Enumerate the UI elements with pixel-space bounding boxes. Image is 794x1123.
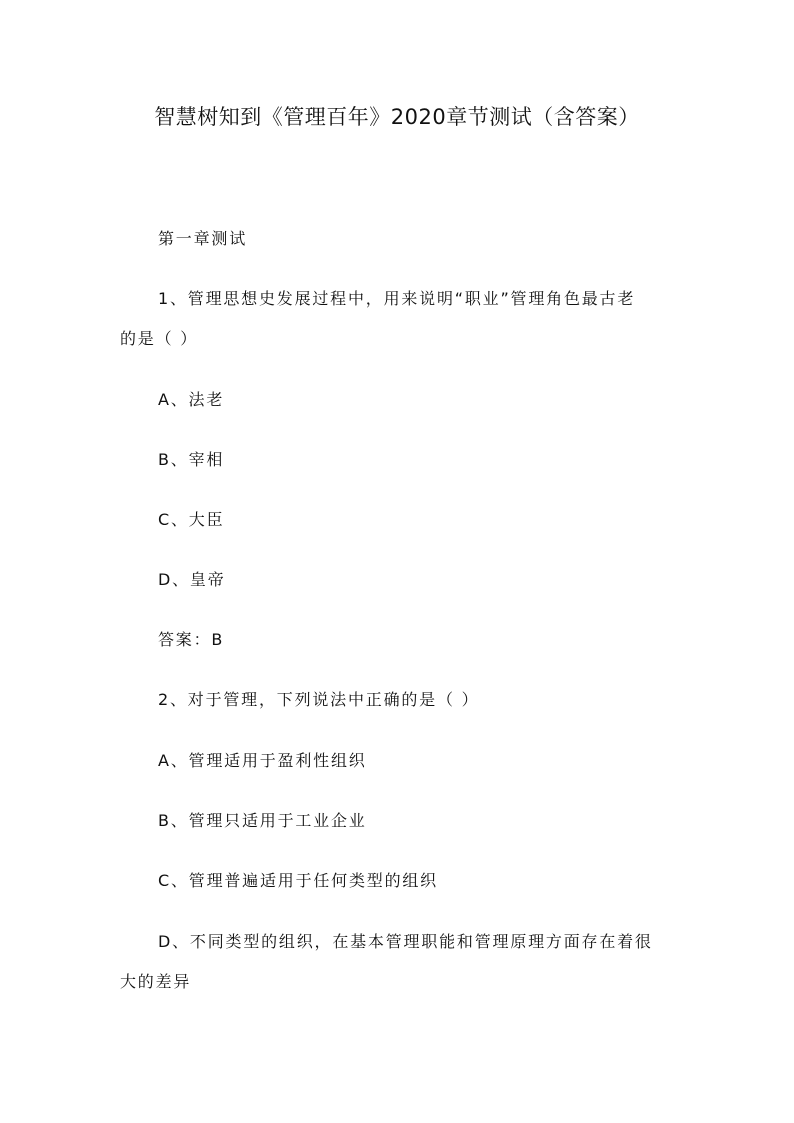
question-2-option-c: C、管理普遍适用于任何类型的组织 [158,871,438,890]
question-2-option-d: D、不同类型的组织，在基本管理职能和管理原理方面存在着很 [158,932,653,951]
question-1-option-d: D、皇帝 [158,570,226,589]
question-1-option-b: B、宰相 [158,450,225,469]
question-1-answer: 答案：B [158,630,225,649]
question-2-stem: 2、对于管理，下列说法中正确的是（ ） [158,690,480,709]
question-1-option-a: A、法老 [158,390,225,409]
question-2-option-d-continuation: 大的差异 [120,972,192,991]
question-1-stem: 1、管理思想史发展过程中，用来说明“职业”管理角色最古老 [158,289,636,308]
question-2-option-b: B、管理只适用于工业企业 [158,811,367,830]
question-2-option-a: A、管理适用于盈利性组织 [158,751,367,770]
chapter-heading: 第一章测试 [158,229,248,248]
question-1-stem-continuation: 的是（ ） [120,329,199,348]
document-title: 智慧树知到《管理百年》2020章节测试（含答案） [154,105,640,129]
question-1-option-c: C、大臣 [158,510,225,529]
